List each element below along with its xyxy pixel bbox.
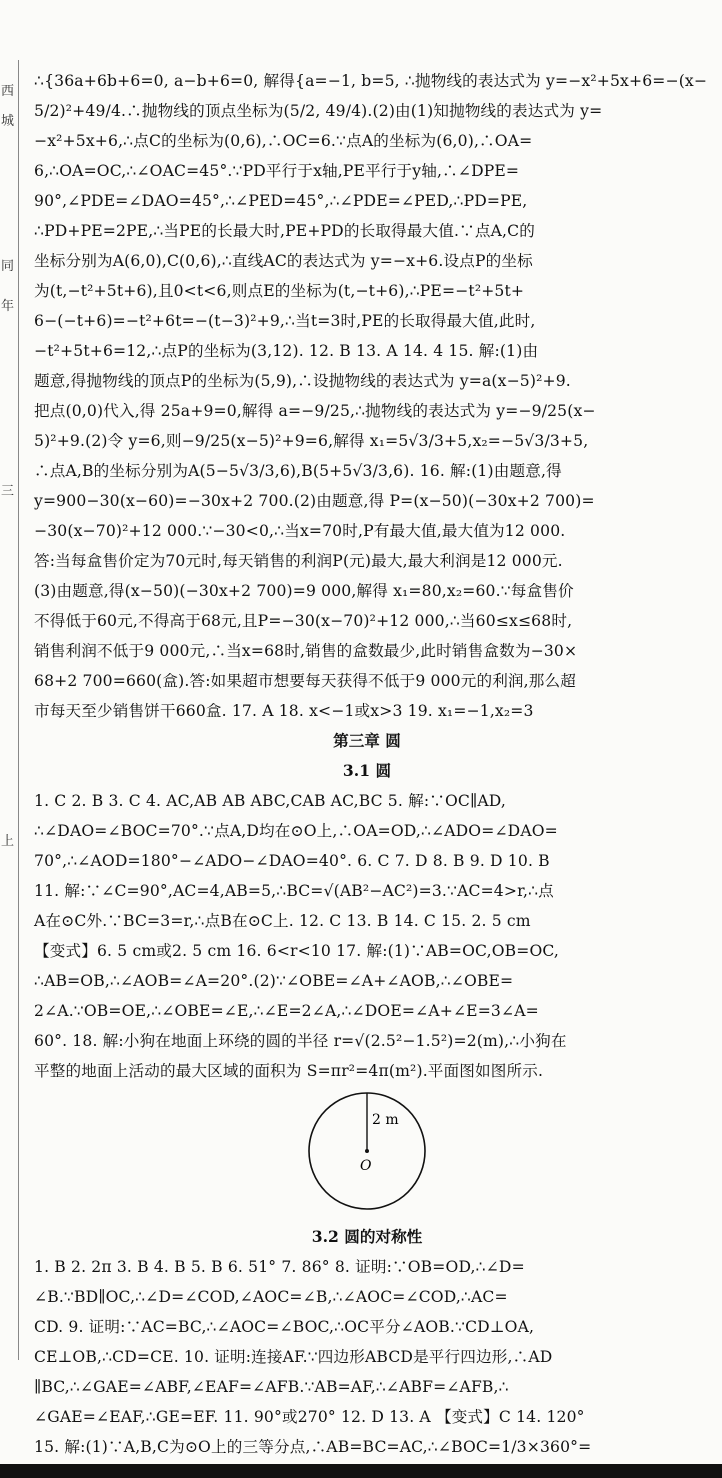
margin-glyph: 城 — [1, 114, 15, 129]
text-line: 1. B 2. 2π 3. B 4. B 5. B 6. 51° 7. 86° 8. 证明:∵OB=OD,∴∠D= — [34, 1258, 525, 1276]
text-line: 11. 解:∵∠C=90°,AC=4,AB=5,∴BC=√(AB²−AC²)=3.∵AC=4>r,∴点 — [34, 882, 554, 900]
text-line: 68+2 700=660(盒).答:如果超市想要每天获得不低于9 000元的利润,那么超 — [34, 672, 577, 690]
text-line: ∴PD+PE=2PE,∴当PE的长最大时,PE+PD的长取得最大值.∵点A,C的 — [34, 222, 535, 240]
margin-glyph: 年 — [1, 299, 15, 314]
radius-label: 2 m — [372, 1112, 399, 1128]
chapter-title: 第三章 圆 — [333, 731, 401, 750]
margin-glyph: 三 — [1, 484, 15, 499]
margin-glyph: 西 — [1, 84, 15, 99]
text-line: 不得低于60元,不得高于68元,且P=−30(x−70)²+12 000,∴当60≤x≤68时, — [34, 612, 573, 630]
text-line: 答:当每盒售价定为70元时,每天销售的利润P(元)最大,最大利润是12 000元. — [34, 552, 563, 570]
margin-glyph: 同 — [1, 259, 15, 274]
text-line: 1. C 2. B 3. C 4. AC,AB AB ABC,CAB AC,BC 5. 解:∵OC∥AD, — [34, 792, 506, 810]
text-line: 坐标分别为A(6,0),C(0,6),∴直线AC的表达式为 y=−x+6.设点P的坐标 — [34, 252, 533, 270]
text-line: ∥BC,∴∠GAE=∠ABF,∠EAF=∠AFB.∵AB=AF,∴∠ABF=∠AFB,∴ — [34, 1378, 509, 1396]
circle-diagram — [306, 1090, 428, 1212]
text-line: 5/2)²+49/4.∴抛物线的顶点坐标为(5/2, 49/4).(2)由(1)知抛物线的表达式为 y= — [34, 102, 603, 120]
margin-glyph: 上 — [1, 834, 15, 849]
text-line: −t²+5t+6=12,∴点P的坐标为(3,12). 12. B 13. A 14. 4 15. 解:(1)由 — [34, 342, 539, 360]
text-line: CD. 9. 证明:∵AC=BC,∴∠AOC=∠BOC,∴OC平分∠AOB.∵CD⊥OA, — [34, 1318, 535, 1336]
circle-figure — [34, 1090, 700, 1212]
text-line: 把点(0,0)代入,得 25a+9=0,解得 a=−9/25,∴抛物线的表达式为 y=−9/25(x− — [34, 402, 596, 420]
text-line: 为(t,−t²+5t+6),且0<t<6,则点E的坐标为(t,−t+6),∴PE=−t²+5t+ — [34, 282, 525, 300]
section-title-3-2: 3.2 圆的对称性 — [311, 1227, 423, 1246]
answer-page — [34, 66, 708, 1462]
text-line: 15. 解:(1)∵A,B,C为⊙O上的三等分点,∴AB=BC=AC,∴∠BOC=1/3×360°= — [34, 1438, 592, 1456]
text-line: ∠GAE=∠EAF,∴GE=EF. 11. 90°或270° 12. D 13. A 【变式】C 14. 120° — [34, 1408, 585, 1426]
text-line: 6,∴OA=OC,∴∠OAC=45°.∵PD平行于x轴,PE平行于y轴,∴∠DPE= — [34, 162, 520, 180]
text-line: 70°,∴∠AOD=180°−∠ADO−∠DAO=40°. 6. C 7. D 8. B 9. D 10. B — [34, 852, 550, 870]
text-line: CE⊥OB,∴CD=CE. 10. 证明:连接AF.∵四边形ABCD是平行四边形,∴AD — [34, 1348, 553, 1366]
text-line: 【变式】6. 5 cm或2. 5 cm 16. 6<r<10 17. 解:(1)∵AB=OC,OB=OC, — [34, 942, 560, 960]
section-3-2-text — [34, 1252, 700, 1462]
text-line: ∠B.∵BD∥OC,∴∠D=∠COD,∠AOC=∠B,∴∠AOC=∠COD,∴AC= — [34, 1288, 508, 1306]
text-line: 2∠A.∵OB=OE,∴∠OBE=∠E,∴∠E=2∠A,∴∠DOE=∠A+∠E=3∠A= — [34, 1002, 539, 1020]
text-line: 销售利润不低于9 000元,∴当x=68时,销售的盒数最少,此时销售盒数为−30× — [34, 642, 578, 660]
text-line: 平整的地面上活动的最大区域的面积为 S=πr²=4π(m²).平面图如图所示. — [34, 1062, 544, 1080]
text-line: 6−(−t+6)=−t²+6t=−(t−3)²+9,∴当t=3时,PE的长取得最大值,此时, — [34, 312, 536, 330]
text-line: 题意,得抛物线的顶点P的坐标为(5,9),∴设抛物线的表达式为 y=a(x−5)²+9. — [34, 372, 571, 390]
scan-bottom-border — [0, 1464, 722, 1478]
left-margin-strip — [0, 60, 19, 1360]
text-line: ∴{36a+6b+6=0, a−b+6=0, 解得{a=−1, b=5, ∴抛物线的表达式为 y=−x²+5x+6=−(x− — [34, 72, 708, 90]
text-line: 市每天至少销售饼干660盒. 17. A 18. x<−1或x>3 19. x₁=−1,x₂=3 — [34, 702, 534, 720]
text-line: −x²+5x+6,∴点C的坐标为(0,6),∴OC=6.∵点A的坐标为(6,0),∴OA= — [34, 132, 533, 150]
section-top-text — [34, 66, 708, 726]
text-line: −30(x−70)²+12 000.∵−30<0,∴当x=70时,P有最大值,最大值为12 000. — [34, 522, 566, 540]
center-label: O — [360, 1158, 372, 1174]
text-line: (3)由题意,得(x−50)(−30x+2 700)=9 000,解得 x₁=80,x₂=60.∵每盒售价 — [34, 582, 574, 600]
text-line: 60°. 18. 解:小狗在地面上环绕的圆的半径 r=√(2.5²−1.5²)=2(m),∴小狗在 — [34, 1032, 567, 1050]
center-dot — [365, 1149, 369, 1153]
text-line: ∴∠DAO=∠BOC=70°.∵点A,D均在⊙O上,∴OA=OD,∴∠ADO=∠DAO= — [34, 822, 558, 840]
text-line: ∴点A,B的坐标分别为A(5−5√3/3,6),B(5+5√3/3,6). 16. 解:(1)由题意,得 — [34, 462, 562, 480]
section-title-3-1: 3.1 圆 — [342, 761, 392, 780]
text-line: ∴AB=OB,∴∠AOB=∠A=20°.(2)∵∠OBE=∠A+∠AOB,∴∠OBE= — [34, 972, 514, 990]
text-line: 90°,∠PDE=∠DAO=45°,∴∠PED=45°,∴∠PDE=∠PED,∴PD=PE, — [34, 192, 528, 210]
text-line: y=900−30(x−60)=−30x+2 700.(2)由题意,得 P=(x−50)(−30x+2 700)= — [34, 492, 595, 510]
text-line: A在⊙C外.∵BC=3=r,∴点B在⊙C上. 12. C 13. B 14. C 15. 2. 5 cm — [34, 912, 531, 930]
section-3-1-text — [34, 786, 700, 1086]
text-line: 5)²+9.(2)令 y=6,则−9/25(x−5)²+9=6,解得 x₁=5√3/3+5,x₂=−5√3/3+5, — [34, 432, 589, 450]
